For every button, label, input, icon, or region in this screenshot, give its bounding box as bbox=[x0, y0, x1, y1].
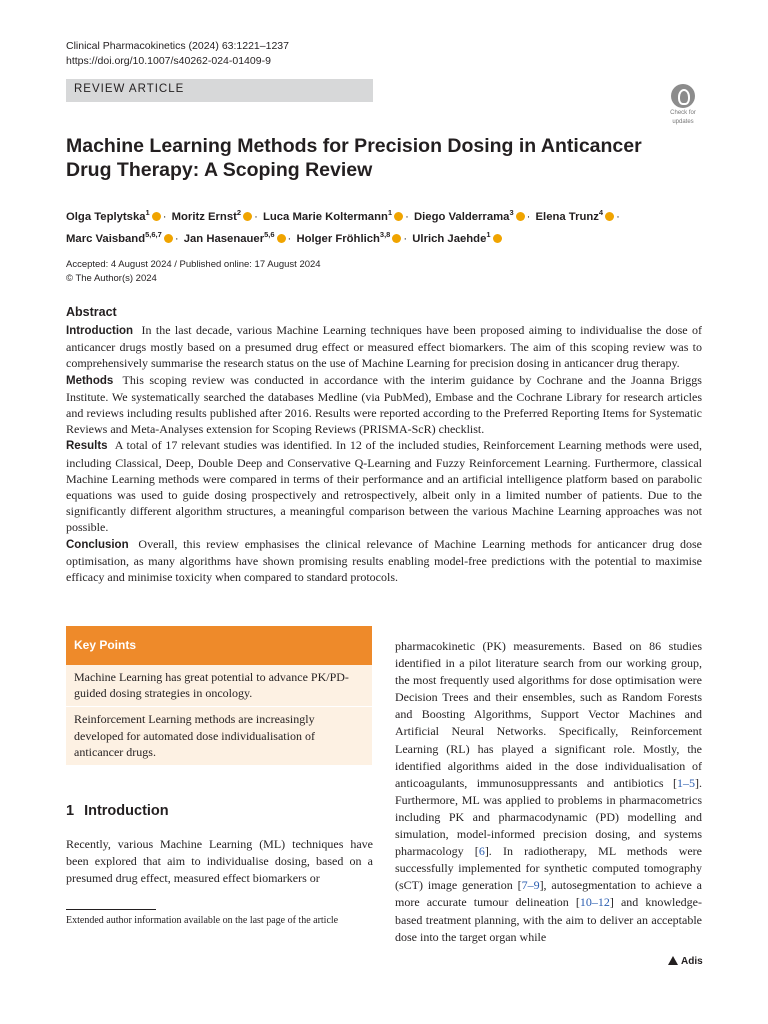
author-affiliation: 1 bbox=[387, 208, 393, 217]
journal-citation: Clinical Pharmacokinetics (2024) 63:1221–1237 bbox=[66, 40, 289, 52]
section-number: 1 bbox=[66, 803, 75, 819]
citation-link[interactable]: 1–5 bbox=[677, 775, 695, 790]
orcid-icon[interactable] bbox=[243, 212, 252, 221]
introduction-left-column: Recently, various Machine Learning (ML) techniques have been explored that aim to individualise dosing, based on a presumed drug effect, measured effect biomarkers or bbox=[66, 837, 373, 885]
body-text: pharmacokinetic (PK) measurements. Based on 86 studies identified in a pilot literature search from our working group, the most frequently used algorithms for dose optimisation were Decision Trees and their ensembles, such as Random Forests and Boosting Algorithms, Support Vector Machines and Artificial Neural Networks. Specifically, Reinforcement Learning (RL) has played a significant role. Mostly, the identified algorithms aided in the dose individualisation of anticoagulants, immunosuppressants and antibiotics [ bbox=[395, 639, 702, 790]
author-name[interactable]: Olga Teplytska bbox=[66, 210, 146, 223]
footnote: Extended author information available on the last page of the article bbox=[66, 915, 339, 926]
introduction-right-column bbox=[395, 638, 702, 946]
abstract-methods bbox=[66, 372, 702, 438]
check-updates-icon bbox=[671, 84, 695, 108]
author-affiliation: 1 bbox=[486, 229, 491, 239]
key-points-box bbox=[66, 626, 372, 766]
body-text: ]. In radiotherapy, ML methods were successfully implemented for synthetic computed tomography (sCT) image generation [ bbox=[395, 844, 703, 893]
author-name[interactable]: Moritz Ernst bbox=[171, 210, 237, 223]
abstract-section-text: In the last decade, various Machine Learning techniques have been proposed aiming to individualise the dose of anticancer drugs mostly based on a presumed drug effect or measured effect biomarkers. The aim of this scoping review was to comprehensively summarise the research status on the use of Machine Learning for precision dosing in anticancer drug therapy. bbox=[66, 323, 703, 371]
author-name[interactable]: Jan Hasenauer bbox=[183, 232, 265, 245]
orcid-icon[interactable] bbox=[277, 234, 286, 243]
publisher-name: Adis bbox=[681, 956, 703, 967]
article-title: Machine Learning Methods for Precision Dosing in Anticancer Drug Therapy: A Scoping Review bbox=[66, 135, 642, 181]
abstract-section-text: Overall, this review emphasises the clinical relevance of Machine Learning methods for anticancer drug dose optimisation, as many algorithms have shown promising results enabling model-free predictions with the potential to maximise efficacy and minimise toxicity when compared to standard protocols. bbox=[66, 536, 703, 585]
copyright-line: © The Author(s) 2024 bbox=[66, 273, 157, 284]
abstract-body bbox=[66, 322, 702, 585]
orcid-icon[interactable] bbox=[516, 212, 525, 221]
author-name[interactable]: Elena Trunz bbox=[535, 210, 599, 223]
citation-link[interactable]: 10–12 bbox=[579, 895, 610, 910]
article-type-label: REVIEW ARTICLE bbox=[74, 83, 185, 95]
abstract-section-label: Results bbox=[66, 440, 108, 453]
author-affiliation: 3 bbox=[509, 208, 514, 217]
check-for-updates-button[interactable] bbox=[664, 84, 702, 124]
abstract-introduction bbox=[66, 322, 702, 372]
author-name[interactable]: Marc Vaisband bbox=[66, 232, 146, 245]
key-points-heading: Key Points bbox=[66, 626, 372, 665]
abstract-conclusion bbox=[66, 536, 702, 586]
publisher-logo bbox=[668, 956, 703, 967]
check-updates-label-2: updates bbox=[672, 119, 694, 125]
orcid-icon[interactable] bbox=[605, 212, 614, 221]
body-text: ]. Furthermore, ML was applied to problems in pharmacometrics including PK and pharmacodynamic (PD) modelling and simulation, model-informed precision dosing, and systems pharmacology [ bbox=[395, 775, 702, 859]
abstract-section-text: A total of 17 relevant studies was identified. In 12 of the included studies, Reinforcement Learning methods were used, including Classical, Deep, Double Deep and Conservative Q-Learning and Fuzzy Reinforcement Learning. Furthermore, classical Machine Learning methods were compared in terms of their performance and an artificial intelligence platform based on parabolic equations was used to guide dosing prospectively and retrospectively, albeit only in a limited number of patients. Due to the significantly different algorithm structures, a meaningful comparison between the various Machine Learning approaches was not possible. bbox=[66, 438, 702, 535]
author-name[interactable]: Luca Marie Koltermann bbox=[262, 210, 388, 223]
abstract-section-label: Introduction bbox=[66, 325, 134, 337]
abstract-section-text: This scoping review was conducted in accordance with the interim guidance by Cochrane and the Joanna Briggs Institute. We systematically searched the databases Medline (via PubMed), Embase and the Cochrane Library for research articles and reviews including results published after 2016. Results were reported according to the Preferred Reporting Items for Systematic Reviews and Meta-Analyses extension for Scoping Reviews (PRISMA-ScR) checklist. bbox=[66, 372, 702, 437]
footnote-divider bbox=[66, 909, 156, 910]
citation-link[interactable]: 7–9 bbox=[521, 878, 540, 893]
orcid-icon[interactable] bbox=[493, 234, 502, 243]
section-heading-introduction bbox=[66, 803, 169, 819]
article-type-badge bbox=[66, 79, 373, 102]
author-name[interactable]: Ulrich Jaehde bbox=[412, 232, 487, 245]
author-affiliation: 4 bbox=[598, 208, 604, 217]
orcid-icon[interactable] bbox=[152, 212, 161, 221]
check-updates-label-1: Check for bbox=[670, 110, 696, 116]
body-text: ] and knowledge-based treatment planning, with the aim to deliver an acceptable dose into the target organ while bbox=[395, 895, 702, 944]
author-affiliation: 5,6 bbox=[264, 229, 275, 239]
author-name[interactable]: Diego Valderrama bbox=[413, 210, 510, 223]
author-name[interactable]: Holger Fröhlich bbox=[296, 232, 380, 245]
orcid-icon[interactable] bbox=[392, 234, 401, 243]
orcid-icon[interactable] bbox=[394, 212, 403, 221]
doi-link[interactable]: https://doi.org/10.1007/s40262-024-01409-9 bbox=[66, 55, 271, 67]
key-point-item: Machine Learning has great potential to advance PK/PD-guided dosing strategies in oncology. bbox=[66, 665, 372, 707]
publication-dates bbox=[66, 258, 321, 286]
orcid-icon[interactable] bbox=[164, 234, 173, 243]
abstract-heading: Abstract bbox=[66, 305, 117, 319]
adis-triangle-icon bbox=[668, 956, 678, 965]
author-affiliation: 5,6,7 bbox=[145, 229, 162, 239]
abstract-results bbox=[66, 437, 702, 535]
author-list: Olga Teplytska$^1$ · Moritz Ernst$^2$ · Luca Marie Koltermann$^1$ · Diego Valderrama$^3$ · Elena Trunz$^4$ · Marc Vaisband$^{5,6,7}$ · Jan Hasenauer$^{5,6}$ · Holger Fröhlich$^{3,8}$ · Ulrich Jaehde$^1$ bbox=[66, 208, 620, 245]
abstract-section-label: Methods bbox=[66, 374, 114, 387]
accepted-published-date: Accepted: 4 August 2024 / Published online: 17 August 2024 bbox=[66, 259, 321, 270]
author-affiliation: 3,8 bbox=[379, 229, 391, 239]
citation-link[interactable]: 6 bbox=[478, 844, 485, 859]
section-title: Introduction bbox=[84, 803, 169, 819]
key-point-item: Reinforcement Learning methods are increasingly developed for automated dose individualisation of anticancer drugs. bbox=[66, 707, 372, 766]
author-affiliation: 1 bbox=[145, 208, 150, 217]
abstract-section-label: Conclusion bbox=[66, 538, 129, 551]
author-affiliation: 2 bbox=[236, 208, 242, 217]
body-text: ], autosegmentation to achieve a more accurate tumour delineation [ bbox=[395, 878, 702, 910]
